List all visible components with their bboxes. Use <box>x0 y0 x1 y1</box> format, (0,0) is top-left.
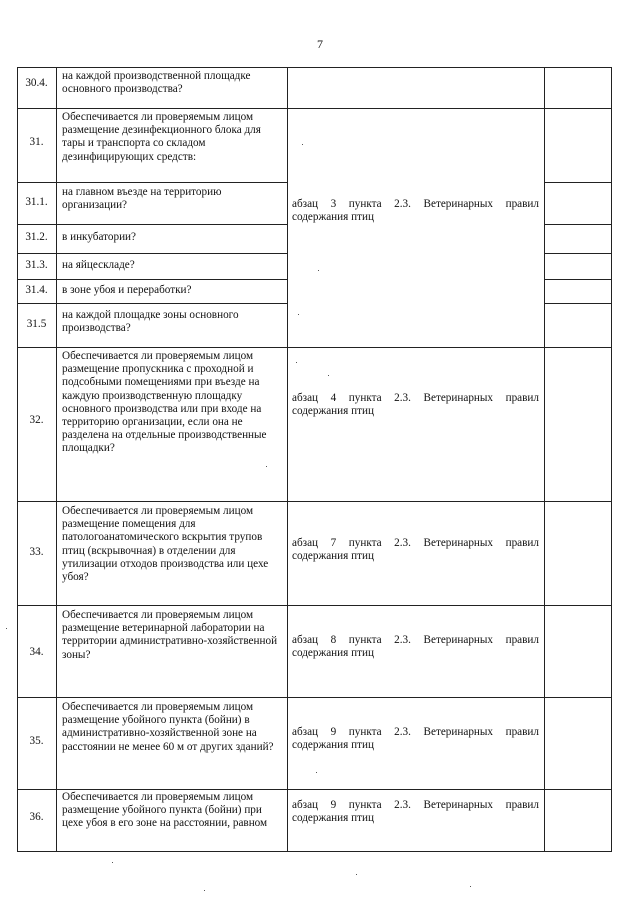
question-text: в инкубатории? <box>62 231 137 243</box>
question-text: на главном въезде на территорию организации? <box>62 186 222 212</box>
question-text: Обеспечивается ли проверяемым лицом размещение убойного пункта (бойни) при цехе убоя в его зоне на расстоянии, равном <box>62 791 268 830</box>
scan-speck <box>356 874 357 875</box>
scan-speck <box>6 628 7 629</box>
row-number: 31.1. <box>25 196 48 208</box>
reference-text: абзац 4 пункта 2.3. Ветеринарных правил содержания птиц <box>292 392 539 418</box>
row-number: 31.4. <box>25 284 48 296</box>
question-text: на яйцескладе? <box>62 259 135 271</box>
scan-speck <box>296 362 297 363</box>
row-number: 31. <box>29 136 44 148</box>
row-number: 36. <box>29 811 44 823</box>
row-number: 30.4. <box>25 77 48 89</box>
scan-speck <box>204 890 205 891</box>
scan-speck <box>470 886 471 887</box>
question-text: Обеспечивается ли проверяемым лицом размещение дезинфекционного блока для тары и транспорта со складом дезинфицирующих средств: <box>62 111 261 163</box>
reference-text: абзац 3 пункта 2.3. Ветеринарных правил содержания птиц <box>292 198 539 224</box>
question-text: Обеспечивается ли проверяемым лицом размещение помещения для патологоанатомического вскрытия трупов птиц (вскрывочная) в отделении для утилизации отходов производства или цехе убоя? <box>62 505 269 584</box>
scan-speck <box>266 466 267 467</box>
question-text: Обеспечивается ли проверяемым лицом размещение пропускника с проходной и подсобными помещениями при въезде на каждую производственную площадку основного производства или при входе на территорию организации, если она не разделена на отдельные производственные площадки? <box>62 350 267 455</box>
scan-speck <box>316 772 317 773</box>
row-number: 31.5 <box>26 318 47 330</box>
question-text: Обеспечивается ли проверяемым лицом размещение убойного пункта (бойни) в административно-хозяйственной зоне на расстоянии не менее 60 м от других зданий? <box>62 701 274 753</box>
row-number: 31.3. <box>25 259 48 271</box>
scan-speck <box>298 314 299 315</box>
question-text: на каждой производственной площадке основного производства? <box>62 70 251 96</box>
question-text: в зоне убоя и переработки? <box>62 284 192 296</box>
reference-text: абзац 8 пункта 2.3. Ветеринарных правил содержания птиц <box>292 634 539 660</box>
row-number: 32. <box>29 414 44 426</box>
scan-speck <box>318 270 319 271</box>
page-number: 7 <box>317 37 323 51</box>
scan-speck <box>302 144 303 145</box>
row-number: 31.2. <box>25 231 48 243</box>
reference-text: абзац 7 пункта 2.3. Ветеринарных правил содержания птиц <box>292 537 539 563</box>
scan-speck <box>112 862 113 863</box>
row-number: 34. <box>29 646 44 658</box>
row-number: 35. <box>29 735 44 747</box>
scan-speck <box>328 375 329 376</box>
row-number: 33. <box>29 546 44 558</box>
question-text: на каждой площадке зоны основного производства? <box>62 309 239 335</box>
question-text: Обеспечивается ли проверяемым лицом размещение ветеринарной лаборатории на территории административно-хозяйственной зоны? <box>62 609 278 661</box>
reference-text: абзац 9 пункта 2.3. Ветеринарных правил содержания птиц <box>292 726 539 752</box>
reference-text: абзац 9 пункта 2.3. Ветеринарных правил содержания птиц <box>292 799 539 825</box>
